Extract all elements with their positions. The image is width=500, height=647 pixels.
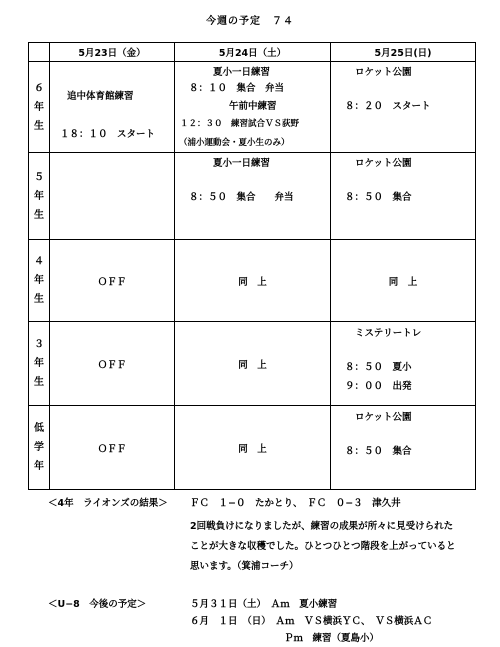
- cell-5-sun: ロケット公園 ８：５０ 集合: [331, 153, 476, 240]
- lions-text-1: 2回戦負けになりましたが、練習の成果が所々に見受けられた: [190, 521, 454, 532]
- cell-low-sat: 同 上: [175, 406, 331, 490]
- grade-label: ５ 年 生: [29, 153, 50, 240]
- header-row: [29, 43, 476, 62]
- grade-row-low: [29, 406, 476, 490]
- cell-5-sat: 夏小一日練習 ８：５０ 集合 弁当: [175, 153, 331, 240]
- u8-line-3: Ｐｍ 練習（夏島小）: [284, 633, 380, 644]
- grade-label: 低 学 年: [29, 406, 50, 490]
- cell-3-sun: ミステリートレ ８：５０ 夏小 ９：００ 出発: [331, 322, 476, 406]
- header-sat: 5月24日（土）: [175, 43, 331, 62]
- cell-low-sun: ロケット公園 ８：５０ 集合: [331, 406, 476, 490]
- cell-low-fri: ＯＦＦ: [50, 406, 175, 490]
- grade-row-5: [29, 153, 476, 240]
- cell-6-fri: 追中体育館練習 １８：１０ スタート: [50, 62, 175, 153]
- grade-row-4: [29, 240, 476, 322]
- grade-label: ３ 年 生: [29, 322, 50, 406]
- cell-3-fri: ＯＦＦ: [50, 322, 175, 406]
- grade-label: ６ 年 生: [29, 62, 50, 153]
- grade-row-3: [29, 322, 476, 406]
- lions-text-3: 思います。（箕浦コーチ）: [190, 561, 299, 572]
- schedule-table: [28, 42, 476, 490]
- header-sun: 5月25日(日): [331, 43, 476, 62]
- u8-line-2: ６月 １日 （日） Ａｍ ＶＳ横浜ＹＣ、 ＶＳ横浜ＡＣ: [190, 616, 433, 627]
- u8-line-1: ５月３１日（土） Ａｍ 夏小練習: [190, 599, 338, 610]
- cell-6-sun: ロケット公園 ８：２０ スタート: [331, 62, 476, 153]
- corner-cell: [29, 43, 50, 62]
- u8-heading: ＜U−8 今後の予定＞: [48, 599, 147, 610]
- cell-4-fri: ＯＦＦ: [50, 240, 175, 322]
- grade-label: ４ 年 生: [29, 240, 50, 322]
- header-fri: 5月23日（金）: [50, 43, 175, 62]
- cell-5-fri: [50, 153, 175, 240]
- cell-6-sat: 夏小一日練習 ８：１０ 集合 弁当 午前中練習 １２：３０ 練習試合ＶＳ荻野 （浦小運動会・夏小生のみ）: [175, 62, 331, 153]
- cell-4-sun: 同 上: [331, 240, 476, 322]
- page-title: 今週の予定 ７４: [206, 16, 294, 27]
- lions-heading: ＜4年 ライオンズの結果＞: [48, 498, 168, 509]
- grade-row-6: [29, 62, 476, 153]
- lions-text-2: ことが大きな収穫でした。ひとつひとつ階段を上がっていると: [190, 541, 456, 552]
- cell-3-sat: 同 上: [175, 322, 331, 406]
- lions-results: ＦＣ １−０ たかとり、 ＦＣ ０−３ 津久井: [190, 498, 401, 509]
- cell-4-sat: 同 上: [175, 240, 331, 322]
